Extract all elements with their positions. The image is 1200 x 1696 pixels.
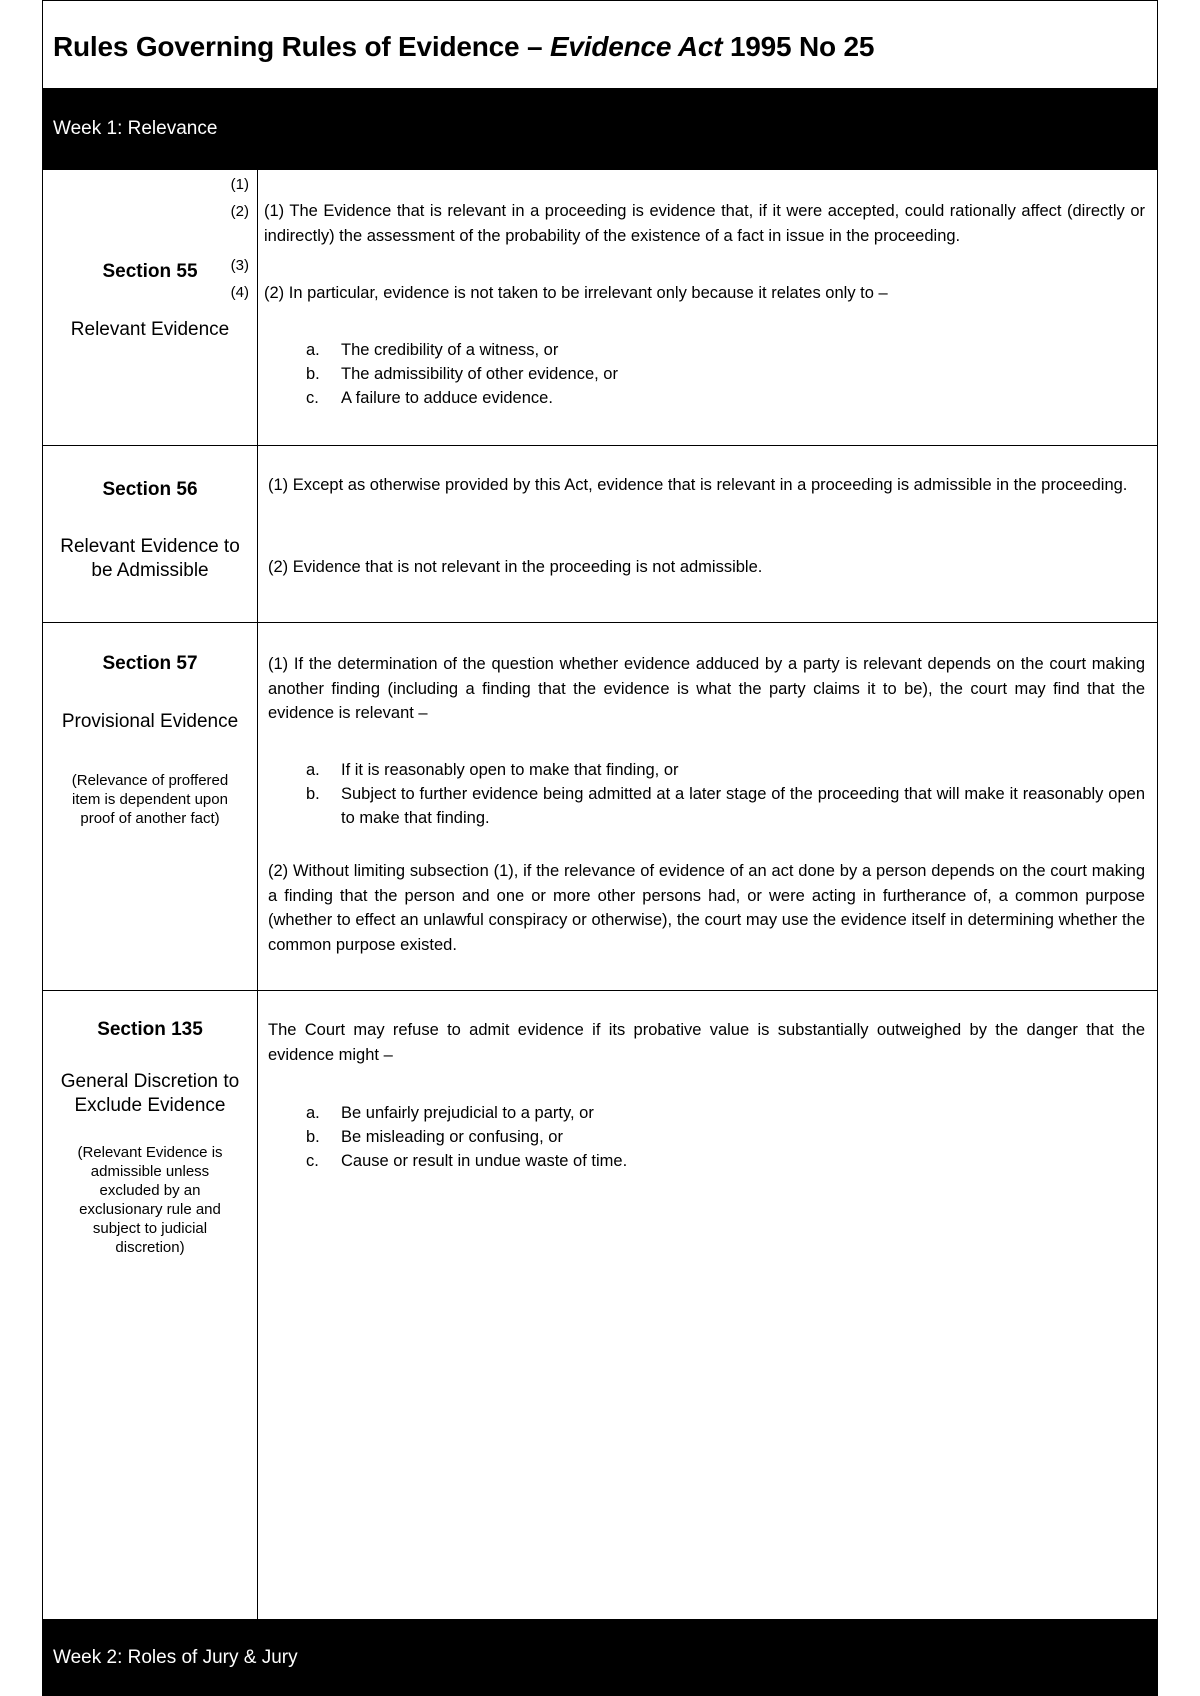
- week-1-header: [43, 88, 1157, 170]
- section-55-paragraph-1: (1) The Evidence that is relevant in a proceeding is evidence that, if it were accepted, could rationally affect (directly or indirectly) the assessment of the probability of the existence of a fact in issue in the proceeding.: [264, 202, 1145, 245]
- subsection-number: (3): [230, 257, 249, 274]
- section-55-name: Relevant Evidence: [70, 319, 230, 340]
- section-135-name: General Discretion to Exclude Evidence: [60, 1071, 240, 1116]
- list-marker: a.: [306, 1104, 320, 1122]
- section-55-paragraph-2: (2) In particular, evidence is not taken to be irrelevant only because it relates only to –: [264, 284, 888, 302]
- list-item-text: The credibility of a witness, or: [341, 341, 559, 359]
- list-marker: c.: [306, 389, 319, 407]
- section-57-note: (Relevance of proffered item is dependent upon proof of another fact): [71, 772, 229, 827]
- section-56-row: [43, 446, 1157, 623]
- section-57-paragraph-1: (1) If the determination of the question whether evidence adduced by a party is relevant depends on the court making another finding (including a finding that the evidence is what the party claims it to be), the court may find that the evidence is relevant –: [268, 655, 1145, 722]
- subsection-number: (4): [230, 284, 249, 301]
- section-56-paragraph-2: (2) Evidence that is not relevant in the proceeding is not admissible.: [268, 558, 763, 576]
- section-135-heading-cell: [43, 991, 258, 1619]
- list-item-text: Be misleading or confusing, or: [341, 1128, 563, 1146]
- list-item-text: Be unfairly prejudicial to a party, or: [341, 1104, 594, 1122]
- section-55-list: [268, 338, 1145, 410]
- title-act-name: Evidence Act: [549, 31, 723, 62]
- section-135-number: Section 135: [97, 1019, 203, 1040]
- list-item: [268, 1101, 1145, 1125]
- list-item: [268, 362, 1145, 386]
- week-2-label: Week 2: Roles of Jury & Jury: [53, 1647, 298, 1668]
- list-marker: b.: [306, 1128, 320, 1146]
- list-marker: a.: [306, 341, 320, 359]
- list-item: [268, 338, 1145, 362]
- document-page: [42, 0, 1158, 1696]
- section-135-note: (Relevant Evidence is admissible unless excluded by an exclusionary rule and subject to judicial discretion): [77, 1144, 223, 1256]
- title-row: [43, 0, 1157, 88]
- title-prefix: Rules Governing Rules of Evidence –: [53, 31, 550, 62]
- section-56-heading-cell: [43, 446, 258, 622]
- list-item: [268, 1125, 1145, 1149]
- section-135-paragraph-1: The Court may refuse to admit evidence if its probative value is substantially outweighed by the danger that the evidence might –: [268, 1021, 1145, 1064]
- list-item-text: The admissibility of other evidence, or: [341, 365, 618, 383]
- section-135-list: [268, 1101, 1145, 1173]
- list-item-text: If it is reasonably open to make that finding, or: [341, 761, 679, 779]
- section-56-paragraph-1: (1) Except as otherwise provided by this Act, evidence that is relevant in a proceeding is admissible in the proceeding.: [268, 476, 1128, 494]
- section-55-row: [43, 170, 1157, 446]
- list-item-text: Subject to further evidence being admitted at a later stage of the proceeding that will make it reasonably open to make that finding.: [341, 785, 1145, 827]
- section-57-list: [268, 758, 1145, 830]
- document-title: [53, 31, 874, 63]
- list-marker: a.: [306, 761, 320, 779]
- list-marker: c.: [306, 1152, 319, 1170]
- section-57-number: Section 57: [102, 653, 198, 674]
- section-135-row: [43, 991, 1157, 1619]
- subsection-number: (1): [230, 176, 249, 193]
- section-57-text-cell: [258, 623, 1157, 990]
- list-item-text: Cause or result in undue waste of time.: [341, 1152, 628, 1170]
- section-57-row: [43, 623, 1157, 991]
- section-55-text-cell: [258, 170, 1157, 445]
- list-marker: b.: [306, 785, 320, 803]
- section-57-paragraph-2: (2) Without limiting subsection (1), if the relevance of evidence of an act done by a person depends on the court making a finding that the person and one or more other persons had, or were acting in furtherance of, a common purpose (whether to effect an unlawful conspiracy or otherwise), the court may use the evidence itself in determining whether the common purpose existed.: [268, 862, 1145, 954]
- section-57-heading-cell: [43, 623, 258, 990]
- list-item: [268, 386, 1145, 410]
- title-suffix: 1995 No 25: [722, 31, 875, 62]
- section-55-number: Section 55: [102, 261, 198, 282]
- week-2-header: [43, 1619, 1157, 1696]
- week-1-label: Week 1: Relevance: [53, 118, 218, 139]
- subsection-number: (2): [230, 203, 249, 220]
- list-item-text: A failure to adduce evidence.: [341, 389, 553, 407]
- section-56-number: Section 56: [102, 479, 198, 500]
- list-marker: b.: [306, 365, 320, 383]
- section-55-heading-cell: [43, 170, 258, 445]
- section-56-name: Relevant Evidence to be Admissible: [60, 536, 240, 581]
- list-item: [268, 1149, 1145, 1173]
- list-item: [268, 758, 1145, 782]
- list-item: [268, 782, 1145, 830]
- section-57-name: Provisional Evidence: [61, 711, 239, 732]
- section-135-text-cell: [258, 991, 1157, 1619]
- section-56-text-cell: [258, 446, 1157, 622]
